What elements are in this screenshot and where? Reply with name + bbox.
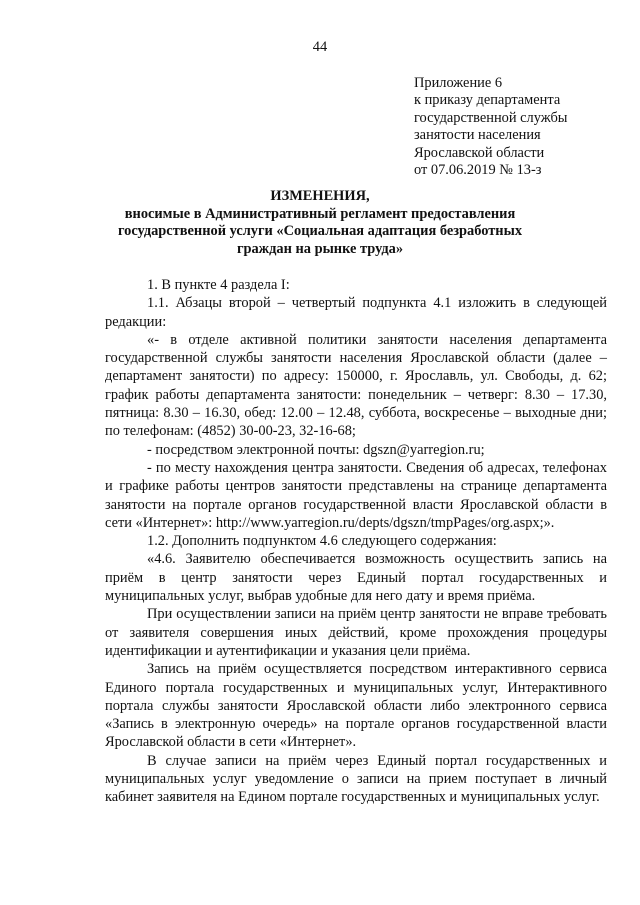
body-paragraph: 1.1. Абзацы второй – четвертый подпункта 4.1 изложить в следующей редакции: <box>105 295 607 330</box>
appendix-line: от 07.06.2019 № 13-з <box>414 162 542 179</box>
body-paragraph: - посредством электронной почты: dgszn@yarregion.ru; <box>147 441 485 458</box>
body-paragraph: «4.6. Заявителю обеспечивается возможность осуществить запись на приём в центр занятости через Единый портал государственных и муниципальных услуг, выбрав удобные для него дату и время приёма. <box>105 551 607 605</box>
body-paragraph: 1. В пункте 4 раздела I: <box>147 277 290 293</box>
body-paragraph: - по месту нахождения центра занятости. Сведения об адресах, телефонах и графике работы центров занятости представлены на странице департамента занятости на портале органов государственной власти Ярославской области в сети «Интернет»: http://www.yarregion.ru/depts/dgszn/tmpPages/org.aspx;». <box>105 459 607 531</box>
document-body <box>105 276 607 807</box>
title-heading: ИЗМЕНЕНИЯ, <box>270 188 370 204</box>
appendix-line: государственной службы <box>414 109 568 126</box>
body-paragraph: 1.2. Дополнить подпунктом 4.6 следующего содержания: <box>147 533 497 550</box>
body-paragraph: «- в отделе активной политики занятости населения департамента государственной службы занятости населения Ярославской области (далее – департамент занятости) по адресу: 150000, г. Ярославль, ул. Свободы, д. 62; график работы департамента занятости: понедельник – четверг: 8.30 – 17.30, пятница: 8.30 – 16.30, обед: 12.00 – 12.48, суббота, воскресенье – выходные дни; по телефонам: (4852) 30-00-23, 32-16-68; <box>105 331 607 440</box>
document-title <box>100 188 540 258</box>
appendix-line: занятости населения <box>414 127 541 144</box>
appendix-block <box>414 75 614 179</box>
appendix-line: к приказу департамента <box>414 92 561 109</box>
body-paragraph: В случае записи на приём через Единый портал государственных и муниципальных услуг уведомление о записи на прием поступает в личный кабинет заявителя на Едином портале государственных и муниципальных услуг. <box>105 752 607 806</box>
body-paragraph: Запись на приём осуществляется посредством интерактивного сервиса Единого портала государственных и муниципальных услуг, Интерактивного портала службы занятости Ярославской области либо электронного сервиса «Запись в электронную очередь» на портале органов государственной власти Ярославской области в сети «Интернет». <box>105 661 607 751</box>
appendix-line: Приложение 6 <box>414 75 503 91</box>
title-subtitle: вносимые в Административный регламент предоставления государственной услуги «Социальная адаптация безработных граждан на рынке труда» <box>117 205 523 257</box>
body-paragraph: При осуществлении записи на приём центр занятости не вправе требовать от заявителя совершения иных действий, кроме прохождения процедуры идентификации и аутентификации и указания цели приёма. <box>105 606 607 659</box>
appendix-line: Ярославской области <box>414 144 545 161</box>
page-number: 44 <box>312 39 328 55</box>
